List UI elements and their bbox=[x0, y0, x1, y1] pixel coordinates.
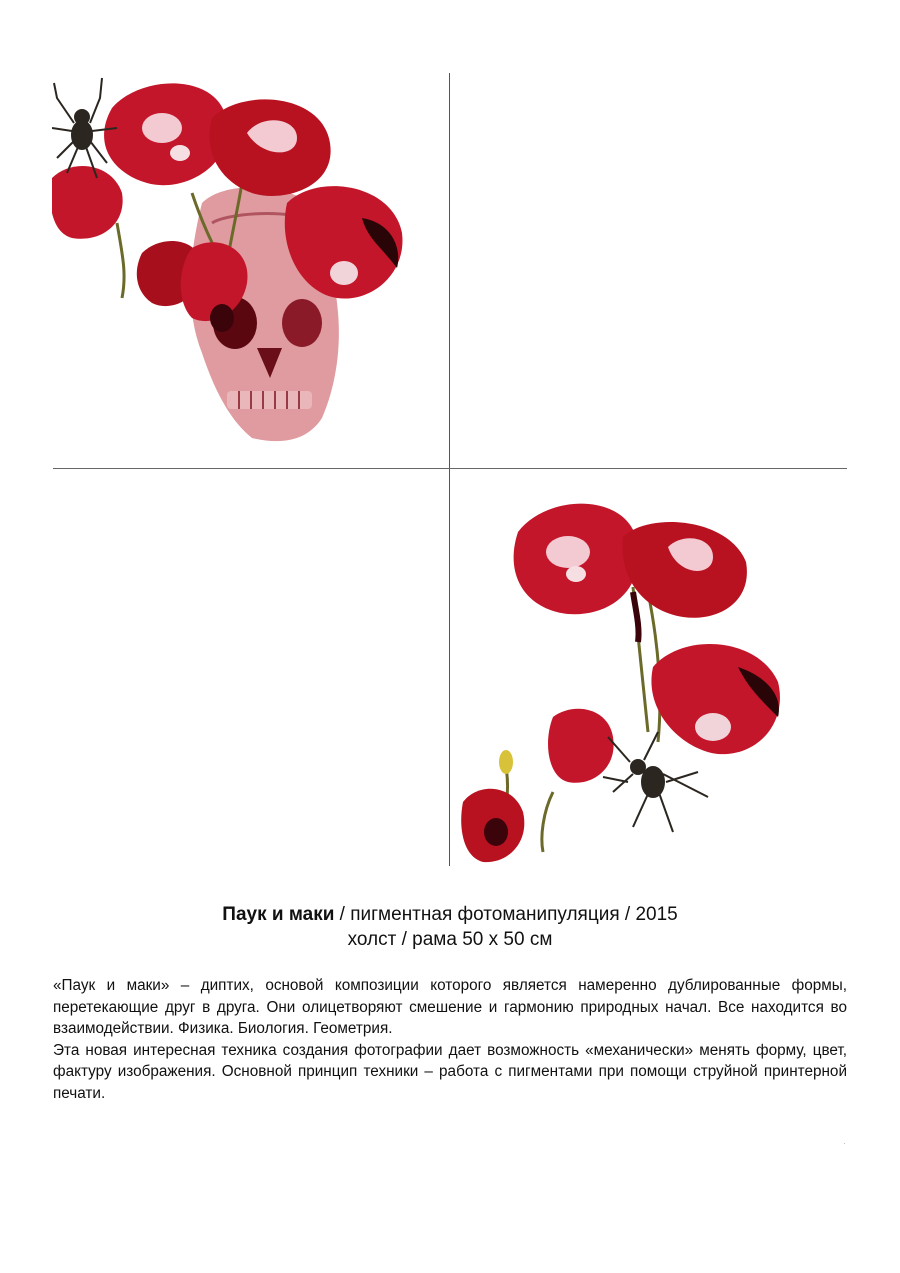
poppy-flowers bbox=[461, 504, 780, 862]
artwork-materials: холст / рама 50 х 50 см bbox=[347, 929, 553, 950]
description-paragraph-1: «Паук и маки» – диптих, основой композиции которого является намеренно дублированные формы, перетекающие друг в друга. Они олицетворяют смешение и гармонию природных начал. Все находится во взаимодействии. Физика. Биология. Геометрия. bbox=[53, 977, 847, 1037]
artwork-caption bbox=[0, 902, 900, 952]
artwork-spider-poppies-image bbox=[458, 492, 788, 867]
artwork-skull-poppies-image bbox=[52, 73, 404, 445]
caption-line-1 bbox=[0, 902, 900, 927]
description-paragraph-2: Эта новая интересная техника создания фотографии дает возможность «механически» менять форму, цвет, фактуру изображения. Основной принцип техники – работа с пигментами при помощи струйной принтерной печати. bbox=[53, 1041, 847, 1102]
page-mark bbox=[844, 1143, 845, 1144]
artwork-title: Паук и маки bbox=[222, 904, 335, 925]
grid-vertical-line bbox=[449, 73, 450, 866]
grid-horizontal-line bbox=[53, 468, 847, 469]
artwork-technique-year: / пигментная фотоманипуляция / 2015 bbox=[334, 904, 678, 925]
artwork-description bbox=[53, 975, 847, 1104]
spider-shape bbox=[603, 732, 708, 832]
